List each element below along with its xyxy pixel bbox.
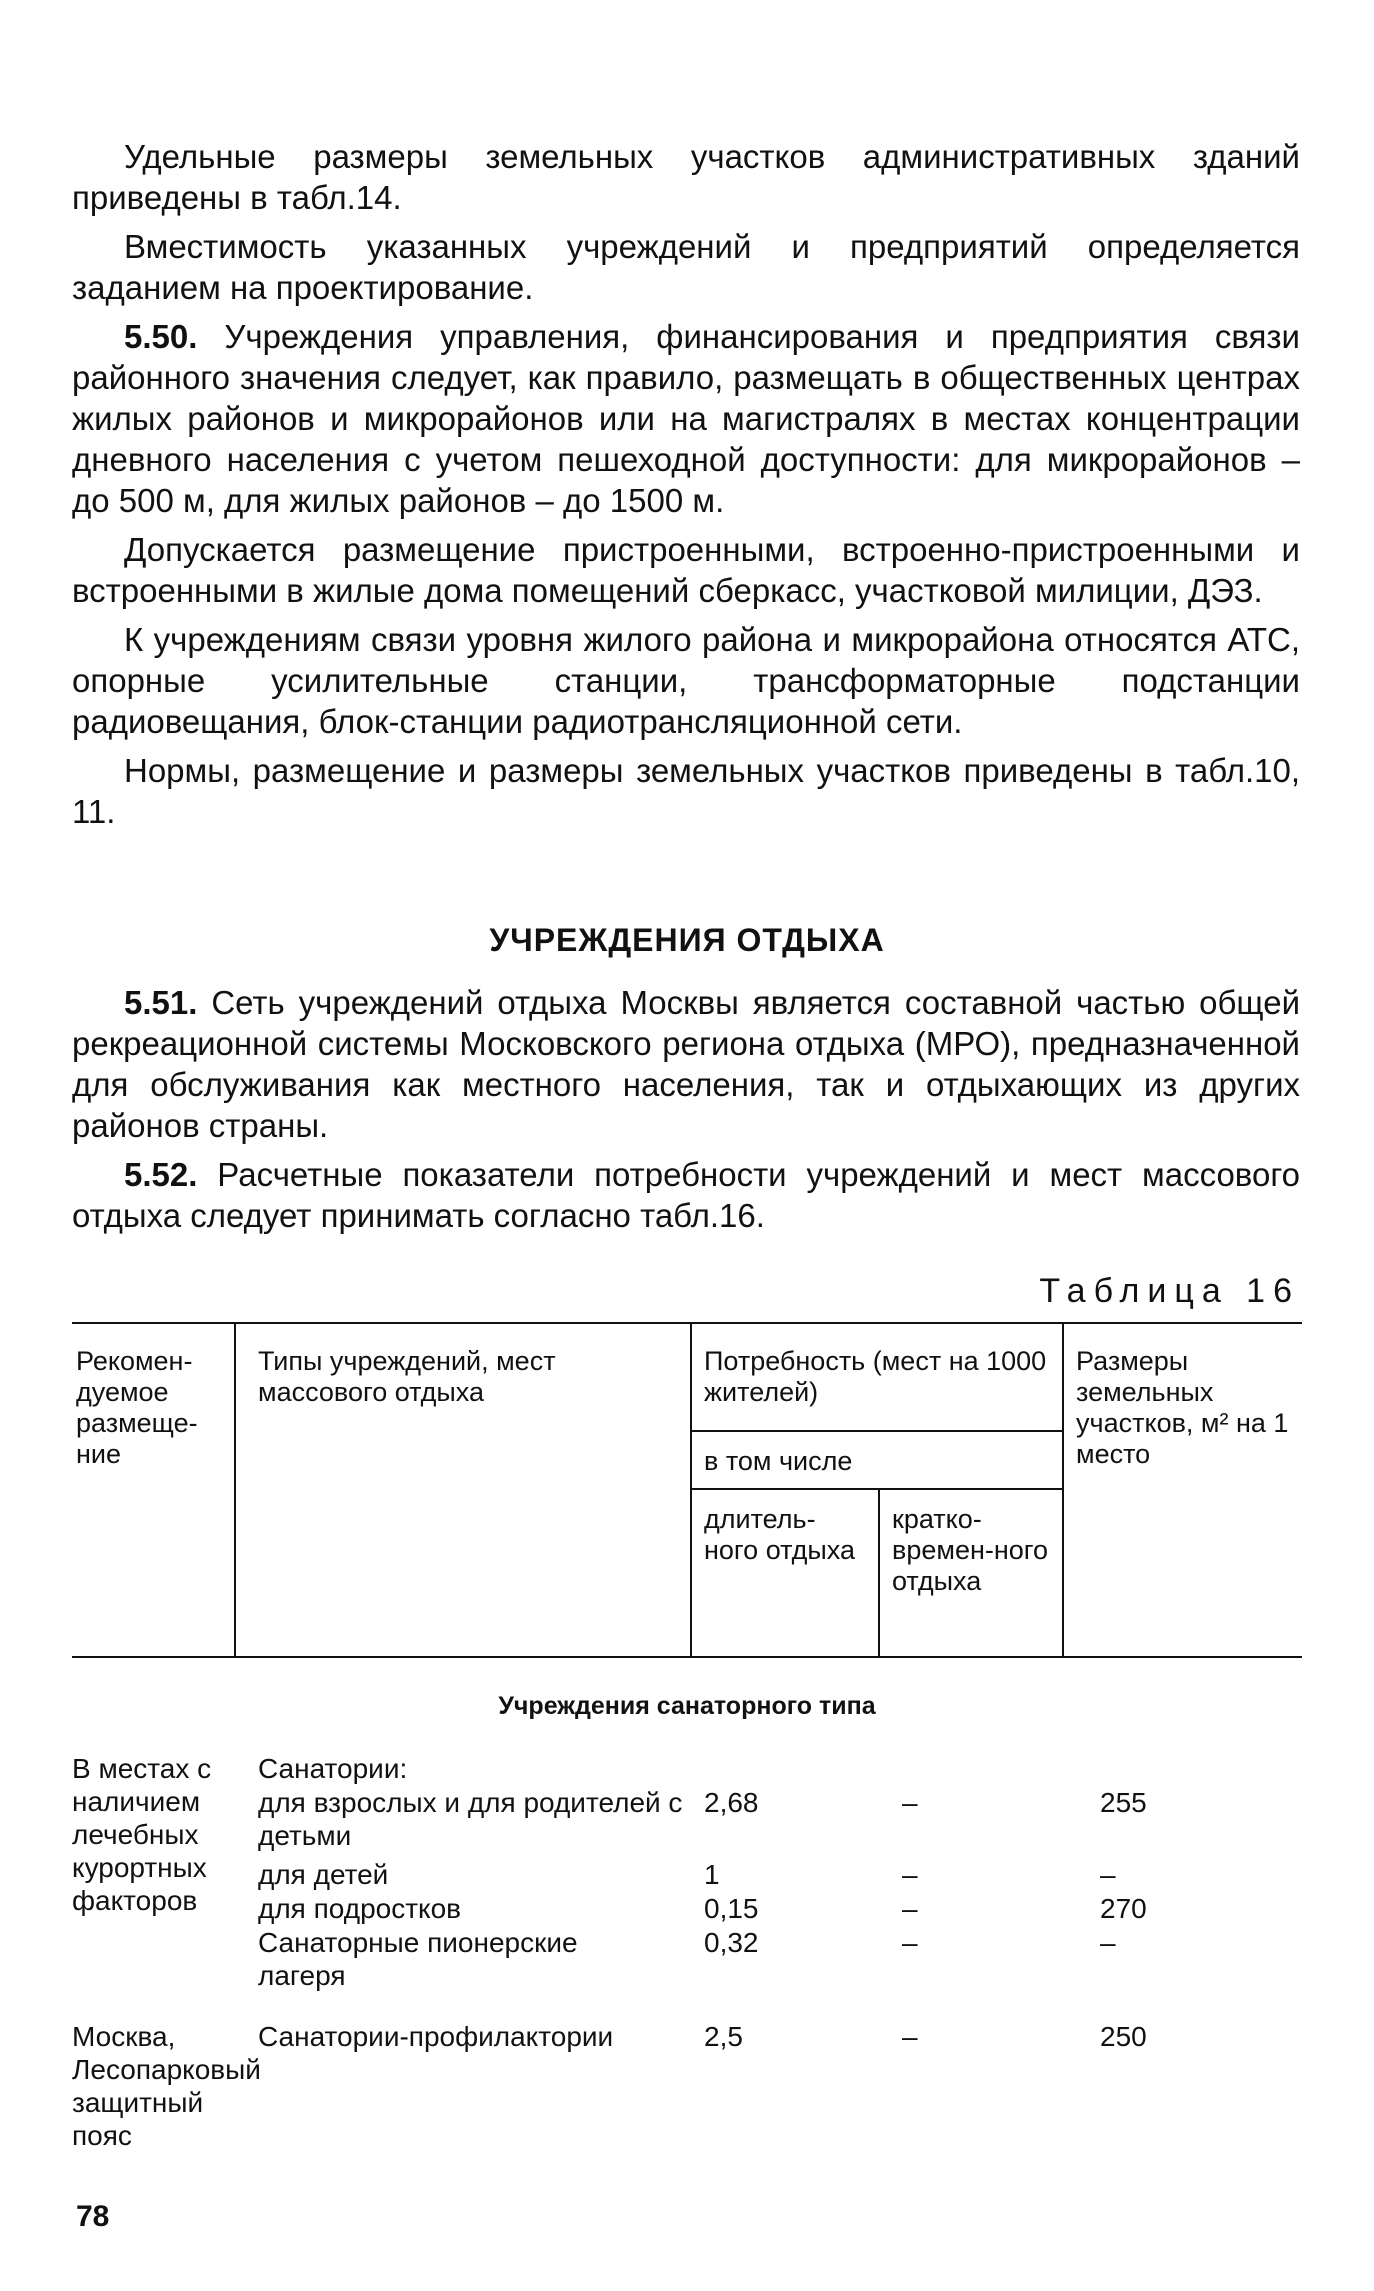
paragraph: Допускается размещение пристроенными, встроенно-пристроенными и встроенными в жилые дома помещений сберкасс, участковой милиции, ДЭЗ. xyxy=(72,531,1300,609)
header-land-size: Размеры земельных участков, м² на 1 место xyxy=(1076,1346,1289,1469)
paragraph: Нормы, размещение и размеры земельных участков приведены в табл.10, 11. xyxy=(72,752,1300,830)
section-heading: УЧРЕЖДЕНИЯ ОТДЫХА xyxy=(489,922,885,958)
table-header-bottom-rule xyxy=(72,1656,1302,1658)
header-types: Типы учреждений, мест массового отдыха xyxy=(258,1346,556,1407)
clause-text: Сеть учреждений отдыха Москвы является составной частью общей рекреационной системы Московского региона отдыха (МРО), предназначенной для обслуживания как местного населения, так и отдыхающих из других районов страны. xyxy=(72,984,1300,1144)
table-title: Таблица 16 xyxy=(1039,1272,1300,1310)
body-text xyxy=(72,136,1300,840)
type-cell: для подростков xyxy=(258,1893,462,1924)
paragraph: Удельные размеры земельных участков административных зданий приведены в табл.14. xyxy=(72,138,1300,216)
paragraph-5-51 xyxy=(72,982,1300,1146)
clause-text: Учреждения управления, финансирования и предприятия связи районного значения следует, как правило, размещать в общественных центрах жилых районов и микрорайонов или на магистралях в местах концентрации дневного населения с учетом пешеходной доступности: для микрорайонов – до 500 м, для жилых районов – до 1500 м. xyxy=(72,318,1300,519)
short-rest-cell: – xyxy=(902,2021,918,2052)
placement-cell: В местах с наличием лечебных курортных факторов xyxy=(72,1753,212,1916)
col-divider xyxy=(878,1488,880,1656)
body-text-2 xyxy=(72,982,1300,1244)
land-size-cell: 255 xyxy=(1100,1787,1147,1818)
placement-cell: Москва, Лесопарковый защитный пояс xyxy=(72,2021,261,2151)
paragraph: Вместимость указанных учреждений и предприятий определяется заданием на проектирование. xyxy=(72,228,1300,306)
long-rest-cell: 2,5 xyxy=(704,2021,743,2052)
long-rest-cell: 2,68 xyxy=(704,1787,759,1818)
col-divider xyxy=(234,1322,236,1656)
header-short-rest: кратко-времен-ного отдыха xyxy=(892,1504,1049,1596)
short-rest-cell: – xyxy=(902,1787,918,1818)
col-divider xyxy=(690,1322,692,1656)
type-cell: Санатории-профилактории xyxy=(258,2021,614,2052)
header-placement: Рекомен-дуемое размеще-ние xyxy=(76,1346,198,1469)
paragraph-5-50 xyxy=(72,316,1300,521)
clause-text: Расчетные показатели потребности учреждений и мест массового отдыха следует принимать согласно табл.16. xyxy=(72,1156,1300,1234)
table-top-rule xyxy=(72,1322,1302,1324)
page-number: 78 xyxy=(76,2200,110,2233)
col-divider xyxy=(1062,1322,1064,1656)
land-size-cell: 250 xyxy=(1100,2021,1147,2052)
paragraph-5-52 xyxy=(72,1154,1300,1236)
clause-number: 5.50. xyxy=(124,318,198,355)
short-rest-cell: – xyxy=(902,1927,918,1958)
header-including: в том числе xyxy=(704,1446,853,1476)
subheader-rule-2 xyxy=(690,1488,1062,1490)
land-size-cell: – xyxy=(1100,1927,1116,1958)
header-demand: Потребность (мест на 1000 жителей) xyxy=(704,1346,1047,1407)
type-cell: для детей xyxy=(258,1859,389,1890)
clause-number: 5.52. xyxy=(124,1156,198,1193)
header-long-rest: длитель-ного отдыха xyxy=(704,1504,855,1565)
table-section-title: Учреждения санаторного типа xyxy=(498,1692,876,1720)
land-size-cell: 270 xyxy=(1100,1893,1147,1924)
long-rest-cell: 1 xyxy=(704,1859,720,1890)
type-cell: Санаторные пионерские лагеря xyxy=(258,1927,578,1991)
long-rest-cell: 0,15 xyxy=(704,1893,759,1924)
type-cell: Санатории: xyxy=(258,1753,408,1784)
short-rest-cell: – xyxy=(902,1859,918,1890)
type-cell: для взрослых и для родителей с детьми xyxy=(258,1787,683,1851)
clause-number: 5.51. xyxy=(124,984,198,1021)
long-rest-cell: 0,32 xyxy=(704,1927,759,1958)
land-size-cell: – xyxy=(1100,1859,1116,1890)
subheader-rule xyxy=(690,1430,1062,1432)
short-rest-cell: – xyxy=(902,1893,918,1924)
paragraph: К учреждениям связи уровня жилого района и микрорайона относятся АТС, опорные усилительные станции, трансформаторные подстанции радиовещания, блок-станции радиотрансляционной сети. xyxy=(72,621,1300,740)
